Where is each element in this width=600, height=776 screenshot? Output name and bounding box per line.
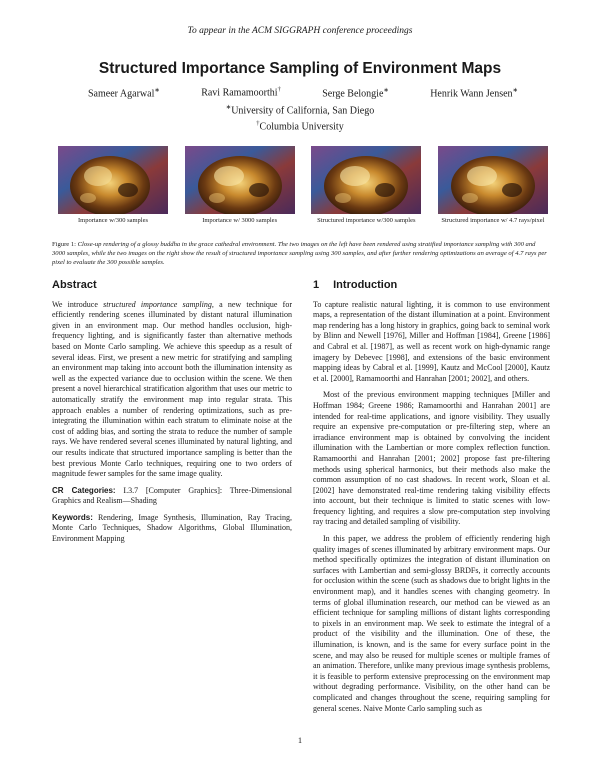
introduction-heading	[313, 280, 550, 291]
section-title: Introduction	[333, 279, 398, 291]
author-mark: ∗	[512, 87, 518, 94]
affiliation-mark: †	[256, 120, 260, 127]
cr-categories	[52, 486, 292, 507]
author-list	[88, 86, 518, 99]
affiliation	[0, 120, 600, 132]
figure-panel	[311, 146, 421, 224]
author-mark: ∗	[383, 87, 389, 94]
figure-caption-body: Close-up rendering of a glossy buddha in the grace cathedral environment. The two images on the left have been rendered using stratified importance sampling with 300 and 3000 samples, while the two images on the right show the result of structured importance sampling using 300 samples, and after further rendering optimizations an average of 4.7 rays per pixel to evaluate the 300 possible samples.	[52, 241, 547, 266]
intro-paragraph: Most of the previous environment mapping techniques [Miller and Hoffman 1984; Greene 1986; Ramamoorthi and Hanrahan 2001] are intended for real-time applications, and ignore visibility. They usually require an expensive pre-computation or pre-filtering step, where an irradiance environment map is obtained by convolving the incident illumination with the Lambertian or more complex reflection function. Ramamoorthi and Hanrahan [2001; 2002] propose fast pre-filtering methods using spherical harmonics, but their methods also make the common assumption of no cast shadows. In recent work, Sloan et al. [2002] have demonstrated real-time rendering taking visibility effects into account, but their technique is limited to static scenes with low-frequency lighting, and requires a slow pre-computation step involving ray tracing and detailed sampling of visibility.	[313, 390, 550, 527]
running-head: To appear in the ACM SIGGRAPH conference proceedings	[187, 26, 413, 36]
keywords	[52, 513, 292, 545]
affiliation-mark: ∗	[225, 104, 232, 111]
section-number: 1	[313, 279, 320, 291]
keywords-text: Rendering, Image Synthesis, Illumination, Ray Tracing, Monte Carlo Techniques, Shadow Algorithms, Global Illumination, Environment Mapping	[52, 512, 293, 544]
affiliation-name: University of California, San Diego	[231, 105, 375, 117]
intro-paragraph: In this paper, we address the problem of efficiently rendering high quality images of scenes illuminated by arbitrary environment maps. Our method specifically optimizes the integration of distant illumination on surfaces with Lambertian and semi-glossy BRDFs, it correctly accounts for occlusion within the scene (such as shadows due to bright lights in the environment map), and it handles scenes with changing geometry. In terms of global illumination research, our method can be viewed as an efficient technique for sampling millions of distant lights corresponding to pixels in an environment map. We seek to estimate the integral of a product of the visibility and the illumination. One of these, the illumination, is known, and is the same for every surface point in the scene, and may also be reused for multiple scenes or multiple frames of an animation. Therefore, unlike many previous image synthesis problems, it is feasible to perform extensive preprocessing on the environment map without degrading performance. Visibility, on the other hand can be complicated and changes throughout the scene, requiring sampling for general scenes. Naive Monte Carlo sampling such as	[313, 534, 550, 713]
figure-panel-label: Importance w/300 samples	[77, 217, 149, 224]
figure-panel-label: Importance w/ 3000 samples	[202, 217, 278, 224]
author-name: Sameer Agarwal	[88, 88, 155, 100]
abstract-emphasis: structured importance sampling	[103, 299, 212, 309]
buddha-render-image	[58, 146, 168, 214]
author	[88, 86, 160, 99]
cr-categories-text: I.3.7 [Computer Graphics]: Three-Dimensional Graphics and Realism—Shading	[52, 485, 292, 506]
figure-panel	[185, 146, 295, 224]
abstract-text: , a new technique for efficiently rendering scenes illuminated by distant natural illumination given in an environment map. Our method handles occlusion, high-frequency lighting, and is significantly faster than alternative methods based on Monte Carlo sampling. We achieve this speedup as a result of several ideas. First, we present a new metric for stratifying and sampling an environment map taking into account both the illumination intensity as well as the expected variance due to occlusion within the scene. We then present a novel hierarchical stratification algorithm that uses our metric to automatically stratify the environment map into regular strata. This approach enables a number of rendering optimizations, such as pre-integrating the illumination within each stratum to eliminate noise at the cost of adding bias, and sorting the strata to reduce the number of sample rays. We have rendered several scenes illuminated by natural lighting, and our results indicate that structured importance sampling is better than the best previous Monte Carlo techniques, requiring one to two orders of magnitude fewer samples for the same image quality.	[52, 299, 292, 479]
figure-caption-lead: Figure 1:	[52, 241, 76, 248]
author-name: Henrik Wann Jensen	[430, 88, 513, 100]
author-mark: †	[277, 86, 281, 93]
author-name: Ravi Ramamoorthi	[201, 87, 278, 99]
keywords-label: Keywords:	[52, 512, 93, 522]
figure-1	[58, 146, 548, 224]
author-mark: ∗	[154, 87, 160, 94]
abstract-paragraph	[52, 300, 292, 480]
affiliation-name: Columbia University	[259, 121, 344, 133]
author-name: Serge Belongie	[322, 88, 384, 100]
intro-paragraph: To capture realistic natural lighting, it is common to use environment maps, a representation of the distant illumination at a point. Environment map rendering has a long history in graphics, going back to seminal work by Blinn and Newell [1976], Miller and Hoffman [1984], Greene [1986] and Cabral et al. [1987], as well as recent work on high-dynamic range imagery by Debevec [1998], and extensions of the basic environment mapping ideas by Cabral et al. [1999], Kautz and McCool [2000], Kautz et al. [2000], Ramamoorthi and Hanrahan [2001; 2002], and others.	[313, 299, 550, 383]
author	[430, 86, 518, 99]
author	[201, 86, 281, 99]
page-number: 1	[297, 735, 303, 745]
figure-panel	[438, 146, 548, 224]
introduction-column	[313, 280, 550, 720]
buddha-render-image	[311, 146, 421, 214]
figure-panel	[58, 146, 168, 224]
figure-caption	[52, 240, 550, 267]
abstract-column	[52, 280, 292, 551]
affiliation	[0, 103, 600, 116]
author	[322, 86, 389, 99]
figure-panel-label: Structured importance w/ 4.7 rays/pixel	[441, 217, 545, 224]
cr-categories-label: CR Categories:	[52, 485, 116, 495]
abstract-text: We introduce	[52, 299, 104, 309]
buddha-render-image	[185, 146, 295, 214]
paper-title: Structured Importance Sampling of Environment Maps	[98, 60, 502, 77]
buddha-render-image	[438, 146, 548, 214]
figure-panel-label: Structured importance w/300 samples	[317, 217, 416, 224]
abstract-heading: Abstract	[52, 279, 97, 291]
